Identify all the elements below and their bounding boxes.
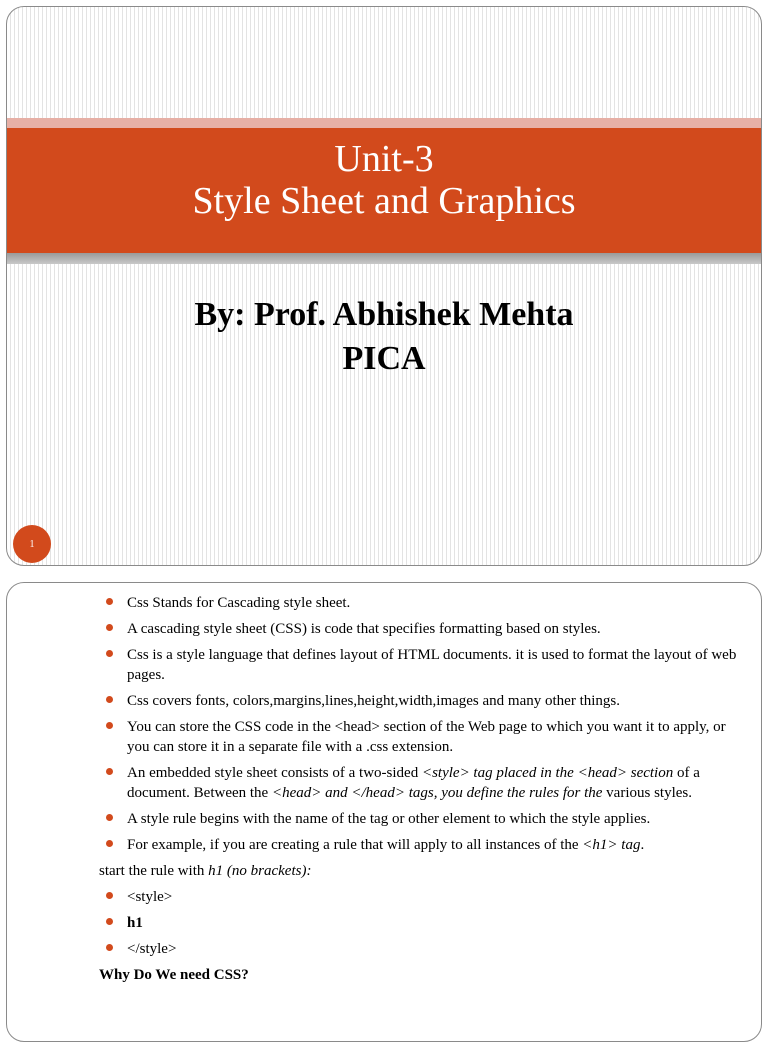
list-item: </style> [101, 939, 741, 959]
list-item: You can store the CSS code in the <head> section of the Web page to which you want it to apply, or you can store it in a separate file with a .css extension. [101, 717, 741, 757]
list-item [101, 763, 741, 803]
text-run: <style> tag placed in the <head> section [421, 765, 674, 781]
section-heading: Why Do We need CSS? [99, 967, 249, 983]
title-top-accent [7, 118, 761, 128]
slide-number-badge: 1 [13, 525, 51, 563]
body-paragraph [99, 861, 741, 881]
list-item: A style rule begins with the name of the tag or other element to which the style applies. [101, 809, 741, 829]
list-item: Css covers fonts, colors,margins,lines,height,width,images and many other things. [101, 691, 741, 711]
author-line: By: Prof. Abhishek Mehta [194, 296, 574, 333]
slide-subtitle [7, 293, 761, 381]
text-run: of a document. Between the [127, 765, 700, 801]
text-run: For example, if you are creating a rule that will apply to all instances of the [127, 837, 583, 853]
title-bottom-accent [7, 253, 761, 264]
text-run: h1 (no brackets): [208, 863, 312, 879]
list-item: <style> [101, 887, 741, 907]
list-item [101, 835, 741, 855]
slide-title-line-1: Unit-3 [334, 138, 434, 180]
org-line: PICA [342, 340, 426, 377]
title-band [7, 128, 761, 253]
slide-title-line-2: Style Sheet and Graphics [192, 180, 576, 222]
slide-2 [6, 582, 762, 1042]
text-run: start the rule with [99, 863, 209, 879]
list-item: h1 [101, 913, 741, 933]
bullet-list [101, 593, 741, 991]
list-item: Css is a style language that defines layout of HTML documents. it is used to format the layout of web pages. [101, 645, 741, 685]
text-run: <head> and </head> tags, you define the rules for the [271, 785, 603, 801]
text-run: <h1> tag [582, 837, 641, 853]
text-run: . [640, 837, 645, 853]
text-run: various styles. [602, 785, 692, 801]
slide-1 [6, 6, 762, 566]
list-item: A cascading style sheet (CSS) is code that specifies formatting based on styles. [101, 619, 741, 639]
list-item: Css Stands for Cascading style sheet. [101, 593, 741, 613]
text-run: An embedded style sheet consists of a two-sided [127, 765, 422, 781]
